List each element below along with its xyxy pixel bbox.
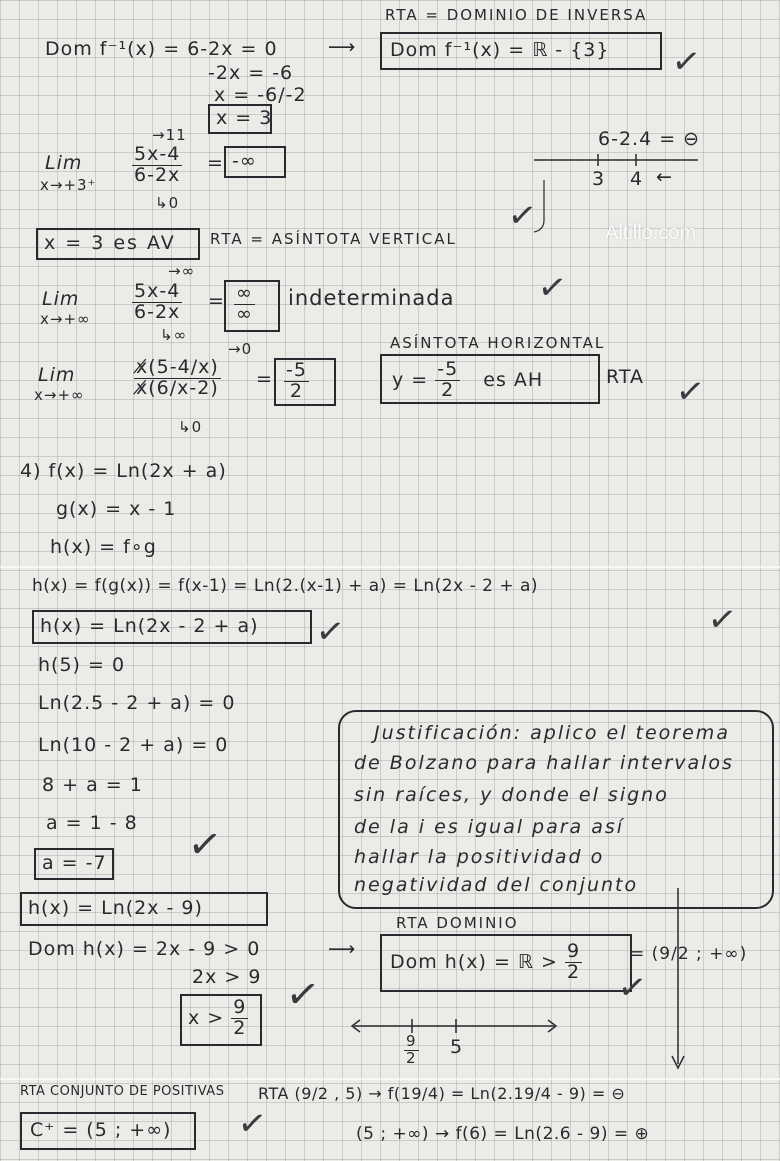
limit1-under-den: ↳0	[155, 194, 180, 212]
dominio-h-x-content	[188, 998, 248, 1039]
limit1-sub: x→+3⁺	[40, 176, 97, 194]
limit3-result-num: -5	[286, 359, 307, 381]
limit3-frac	[134, 358, 221, 399]
dom-equation-1: Dom f⁻¹(x) = 6-2x = 0	[45, 38, 278, 60]
dom-inverse-text: Dom f⁻¹(x) = ℝ - {3}	[390, 39, 610, 61]
dominio-h-x-fraction	[231, 998, 248, 1039]
justificacion-line-3: sin raíces, y donde el signo	[354, 784, 669, 806]
limit3-result-box	[274, 358, 336, 406]
limit1-fraction	[132, 145, 182, 186]
limit1-lim: Lim	[45, 152, 83, 174]
limit2-result-fraction	[234, 284, 255, 325]
asintota-vertical-box	[36, 228, 200, 260]
justificacion-box	[338, 710, 774, 909]
part4-step4: a = 1 - 8	[46, 812, 138, 834]
number-line2-tick-a-num: 9	[406, 1032, 417, 1050]
number-line1-calc: 6-2.4 = ⊖	[598, 128, 701, 150]
limit2-numerator: 5x-4	[134, 280, 181, 302]
dom-result-box	[208, 104, 272, 134]
limit3-sub: x→+∞	[34, 386, 85, 404]
part4-h: h(x) = f∘g	[50, 536, 157, 558]
asintota-vertical-rta: RTA = ASÍNTOTA VERTICAL	[210, 230, 457, 248]
check-mark-icon: ✓	[673, 370, 708, 414]
limit2-equals: =	[208, 290, 225, 312]
check-mark-icon: ✓	[282, 969, 323, 1021]
limit3-equals: =	[256, 368, 273, 390]
dominio-h-arrow: ⟶	[328, 938, 357, 960]
dom-inverse-box	[380, 32, 662, 70]
part4-step2: Ln(10 - 2 + a) = 0	[38, 734, 229, 756]
check-mark-icon: ✓	[669, 40, 704, 84]
part4-compose: h(x) = f(g(x)) = f(x-1) = Ln(2.(x-1) + a) = Ln(2x - 2 + a)	[32, 576, 539, 596]
dominio-h-eq1: Dom h(x) = 2x - 9 > 0	[28, 938, 261, 960]
limit3-over: →0	[228, 340, 253, 358]
part4-a-box-text: a = -7	[42, 852, 107, 874]
dominio-h-dom-num: 9	[566, 940, 581, 962]
limit2-result-box	[224, 280, 280, 332]
check-mark-icon: ✓	[235, 1102, 270, 1146]
dominio-h-interval: = (9/2 ; +∞)	[630, 944, 748, 964]
limit3-result-den: 2	[289, 379, 304, 402]
dominio-h-x-den: 2	[233, 1016, 247, 1039]
positivas-c-box	[20, 1112, 196, 1150]
dominio-h-x-left: x >	[188, 1006, 225, 1029]
number-line2-tick-a-frac	[404, 1034, 419, 1067]
part4-a-box	[34, 848, 114, 880]
justificacion-line-4: de la i es igual para así	[354, 816, 625, 838]
limit3-ah-left: y =	[392, 368, 436, 391]
number-line2-tick-b: 5	[450, 1036, 464, 1058]
check-mark-icon: ✓	[705, 598, 740, 642]
limit1-denominator: 6-2x	[134, 163, 181, 186]
paper-fold-top	[0, 566, 780, 568]
limit1-result-box	[224, 146, 286, 178]
limit3-numerator: x̸(5-4/x)	[136, 356, 219, 378]
limit3-ah-box	[380, 354, 600, 404]
limit3-lim: Lim	[38, 364, 76, 386]
dom-result-text: x = 3	[216, 107, 273, 129]
justificacion-line-5: hallar la positividad o	[354, 846, 605, 868]
limit2-note: indeterminada	[288, 286, 455, 310]
dominio-h-dom-left: Dom h(x) = ℝ >	[390, 950, 558, 973]
check-mark-icon: ✓	[615, 966, 650, 1010]
dominio-h-x-box	[180, 994, 262, 1046]
positivas-c-box-text: C⁺ = (5 ; +∞)	[30, 1119, 172, 1141]
part4-h5: h(5) = 0	[38, 654, 126, 676]
limit2-result-den: ∞	[236, 302, 253, 325]
limit3-ah-num: -5	[437, 358, 459, 380]
limit2-over-num: →∞	[168, 262, 196, 280]
limit3-result-fraction	[284, 361, 309, 402]
limit2-frac	[132, 282, 182, 323]
dominio-h-rta: RTA DOMINIO	[396, 914, 519, 932]
limit3-under: ↳0	[178, 418, 203, 436]
limit3-denominator: x̸(6/x-2)	[136, 376, 219, 399]
check-mark-icon: ✓	[184, 819, 225, 871]
paper-fold-bottom	[0, 1078, 780, 1080]
limit1-frac	[132, 145, 182, 186]
limit3-fraction	[134, 358, 221, 399]
positivas-row2: (5 ; +∞) → f(6) = Ln(2.6 - 9) = ⊕	[356, 1124, 650, 1144]
limit2-fraction	[132, 282, 182, 323]
dominio-h-dom-content	[390, 942, 582, 983]
dominio-h-dom-den: 2	[566, 960, 581, 983]
part4-f: 4) f(x) = Ln(2x + a)	[20, 460, 227, 482]
arrow-to-dom-box: ⟶	[328, 36, 357, 58]
limit2-under-den: ↳∞	[160, 326, 188, 344]
part4-h-box-text: h(x) = Ln(2x - 2 + a)	[40, 615, 259, 637]
justificacion-line-1: Justificación: aplico el teorema	[374, 722, 730, 744]
justificacion-line-6: negatividad del conjunto	[354, 874, 639, 896]
limit3-ah-fraction	[435, 360, 460, 401]
limit1-result: -∞	[232, 150, 257, 172]
limit3-ah-content	[392, 360, 543, 401]
dominio-h-dom-fraction	[565, 942, 582, 983]
limit1-equals: =	[207, 152, 224, 174]
number-line2-tick-a-den: 2	[406, 1048, 417, 1067]
positivas-label: RTA CONJUNTO DE POSITIVAS	[20, 1084, 225, 1099]
part4-step1: Ln(2.5 - 2 + a) = 0	[38, 692, 236, 714]
positivas-row1: RTA (9/2 , 5) → f(19/4) = Ln(2.19/4 - 9) = ⊖	[258, 1084, 626, 1103]
limit1-over-num: →11	[152, 126, 187, 144]
part4-hx-box	[20, 892, 268, 926]
dominio-h-x-num: 9	[233, 996, 247, 1018]
dom-equation-2: -2x = -6	[208, 62, 294, 84]
watermark: Altillo.com	[605, 222, 697, 244]
limit2-sub: x→+∞	[40, 310, 91, 328]
dominio-h-dom-box	[380, 934, 632, 992]
asintota-vertical-text: x = 3 es AV	[44, 232, 176, 254]
limit3-ah-right: es AH	[483, 368, 544, 391]
rta-dominio-inversa: RTA = DOMINIO DE INVERSA	[385, 6, 648, 24]
number-line1-tick-3: 3	[592, 168, 606, 190]
limit3-result	[284, 361, 309, 402]
part4-step3: 8 + a = 1	[42, 774, 143, 796]
number-line1-arrow: ←	[656, 166, 673, 188]
check-mark-icon: ✓	[535, 266, 570, 310]
limit3-ah-title: ASÍNTOTA HORIZONTAL	[390, 334, 606, 352]
limit2-denominator: 6-2x	[134, 300, 181, 323]
limit3-rta: RTA	[606, 366, 644, 388]
dominio-h-eq2: 2x > 9	[192, 966, 262, 988]
number-line2-tick-a	[404, 1034, 419, 1067]
limit2-result-num: ∞	[236, 282, 253, 304]
part4-hx-box-text: h(x) = Ln(2x - 9)	[28, 897, 203, 919]
check-mark-icon: ✓	[505, 194, 540, 238]
part4-h-box	[32, 610, 312, 644]
number-line2	[350, 1014, 562, 1038]
limit1-numerator: 5x-4	[134, 143, 181, 165]
part4-g: g(x) = x - 1	[56, 498, 177, 520]
dom-equation-3: x = -6/-2	[214, 84, 307, 106]
check-mark-icon: ✓	[313, 610, 348, 654]
justificacion-line-2: de Bolzano para hallar intervalos	[354, 752, 734, 774]
limit2-result	[234, 284, 255, 325]
justificacion-arrow	[668, 888, 688, 1078]
limit3-ah-den: 2	[441, 378, 455, 401]
limit2-lim: Lim	[42, 288, 80, 310]
number-line1-tick-4: 4	[630, 168, 644, 190]
